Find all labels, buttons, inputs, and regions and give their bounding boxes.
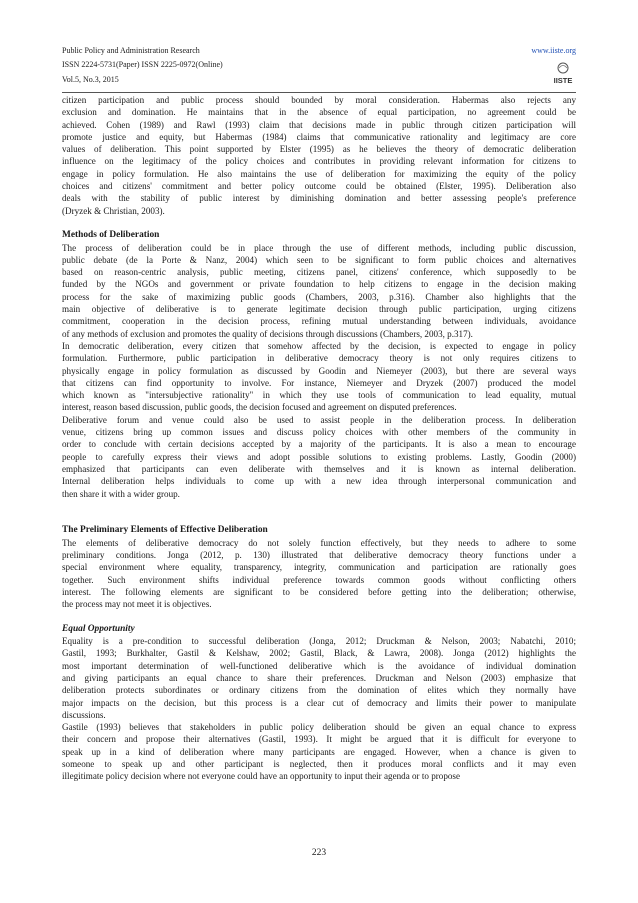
website-link[interactable]: www.iiste.org (531, 46, 576, 55)
text-line: (Dryzek & Christian, 2003). (62, 205, 165, 216)
paragraph-2 (62, 242, 576, 340)
text-line: citizen participation and public process should bounded by moral consideration. Habermas also rejects any (62, 95, 576, 105)
iiste-logo-icon (550, 61, 576, 87)
text-line: and giving participants an equal chance to share their preferences. Druckman and Nelson (2003) emphasize that (62, 672, 576, 683)
text-line: Gastile (1993) believes that stakeholders in public policy deliberation should be given an equal chance to express (62, 722, 576, 733)
paragraph-7 (62, 721, 576, 782)
text-line: illegitimate policy decision where not everyone could have an opportunity to input their agenda or to propose (62, 771, 460, 782)
text-line: exclusion and domination. He maintains that in the absence of equal participation, no agreement could be (62, 107, 576, 118)
text-line: influence on the legitimacy of the policy choices and contributes in providing relevant information for citizens to (62, 156, 576, 167)
text-line: which known as "intersubjective rationality" in which they use tools of communication to lead equality, mutual (62, 390, 576, 401)
paragraph-4 (62, 414, 576, 500)
text-line: emphasized that participants can even deliberate with themselves and it is known as internal deliberation. (62, 463, 576, 474)
text-line: promote justice and equity, but Habermas (1984) claims that communicative rationality and legitimacy are core (62, 131, 576, 142)
text-line: order to conclude with certain decisions accepted by a majority of the participants. It is also a mean to encourage (62, 439, 576, 450)
volume-line: Vol.5, No.3, 2015 (62, 75, 119, 84)
text-line: that citizens can find opportunity to involve. For instance, Niemeyer and Dryzek (2007) produced the model (62, 377, 576, 388)
text-line: The process of deliberation could be in place through the use of different methods, including public discussion, (62, 242, 576, 253)
text-line: discussions. (62, 709, 106, 720)
text-line: choices and citizens' commitment and better policy outcome could be obtained (Elster, 1995). Deliberation also (62, 181, 576, 192)
text-line: process for the sake of maximizing public goods (Chambers, 2003, p.316). Chamber also highlights that the (62, 291, 576, 302)
text-line: commitment, cooperation in the decision process, refining mutual understanding between individuals, avoidance (62, 316, 576, 327)
text-line: based on reason-centric analysis, public meeting, citizens panel, citizens' conference, which supposedly to be (62, 267, 576, 278)
text-line: together. Such environment shifts individual preference towards common goods without conflicting others (62, 574, 576, 585)
text-line: funded by the NGOs and government or private foundation to help citizens to engage in the decision making (62, 279, 576, 290)
issn-line: ISSN 2224-5731(Paper) ISSN 2225-0972(Online) (62, 60, 223, 69)
journal-title: Public Policy and Administration Research (62, 46, 200, 55)
text-line: preliminary conditions. Jonga (2012, p. 130) illustrated that deliberative democracy theory functions under a (62, 549, 576, 560)
paragraph-5 (62, 537, 576, 611)
text-line: Equality is a pre-condition to successful deliberation (Jonga, 2012; Druckman & Nelson, 2003; Nabatchi, 2010; (62, 636, 576, 647)
text-line: achieved. Cohen (1989) and Rawl (1993) claim that decisions made in public through citizen participation will (62, 119, 576, 130)
text-line: values of deliberation. This point supported by Elster (1995) as he believes the theory of democratic deliberation (62, 144, 576, 155)
text-line: Gastil, 1993; Burkhalter, Gastil & Kelshaw, 2002; Gastil, Black, & Lawra, 2008). Jonga (2012) highlights the (62, 648, 576, 659)
text-line: their concern and propose their alternatives (Gastil, 1993). It might be argued that it is difficult for everyone to (62, 734, 576, 745)
article-body (62, 94, 576, 783)
text-line: venue, citizens bring up common issues and discuss policy choices with other members of the community in (62, 427, 576, 438)
text-line: In democratic deliberation, every citizen that somehow affected by the decision, is expected to engage in policy (62, 340, 576, 351)
text-line: then share it with a wider group. (62, 488, 180, 499)
text-line: The elements of deliberative democracy do not solely function effectively, but they needs to adhere to some (62, 537, 576, 548)
heading-methods: Methods of Deliberation (62, 230, 160, 241)
text-line: Deliberative forum and venue could also be used to assist people in the deliberation process. In deliberation (62, 414, 576, 425)
svg-text:IISTE: IISTE (553, 76, 573, 85)
paragraph-1 (62, 94, 576, 217)
page-number: 223 (311, 848, 327, 858)
text-line: the process may not meet it is objectives. (62, 599, 212, 610)
header-rule (62, 92, 576, 93)
text-line: engage in policy formulation. He also maintains the use of deliberation for maximizing the equity of the policy (62, 168, 576, 179)
text-line: speak up in a kind of deliberation where many participants are engaged. However, when a chance is given to (62, 746, 576, 757)
text-line: interest, reason based discussion, public goods, the decision focused and agreement on disputed preferences. (62, 402, 457, 413)
text-line: deals with the stability of public interest by diminishing domination and better assessing people's preference (62, 193, 576, 204)
paragraph-3 (62, 340, 576, 414)
text-line: most important determination of well-functioned deliberative which is the avoidance of individual domination (62, 660, 576, 671)
text-line: formulation. Furthermore, public participation in deliberative democracy theory is not only requires citizens to (62, 353, 576, 364)
text-line: someone to speak up and other participant is neglected, then it produces moral conflicts and it may even (62, 759, 576, 770)
text-line: deliberation protects subordinates or ordinary citizens from the domination of elites which they normally have (62, 685, 576, 696)
text-line: people to carefully express their views and adopt possible solutions to existing problems. Lastly, Goodin (2000) (62, 451, 576, 462)
heading-equal-opportunity: Equal Opportunity (62, 623, 135, 634)
text-line: main objective of deliberative is to generate legitimate decision through public participation, urging citizens (62, 304, 576, 315)
heading-preliminary-elements: The Preliminary Elements of Effective Deliberation (62, 525, 268, 536)
text-line: interest. The following elements are significant to be considered before getting into the deliberation; otherwise, (62, 586, 576, 597)
text-line: physically engage in policy formulation as discussed by Goodin and Niemeyer (2003), but there are several ways (62, 365, 576, 376)
text-line: Internal deliberation helps individuals to come up with a new idea through interpersonal communication and (62, 476, 576, 487)
text-line: public debate (de la Porte & Nanz, 2004) which seen to be significant to form public choices and alternatives (62, 254, 576, 265)
paragraph-6 (62, 635, 576, 721)
text-line: of any methods of exclusion and promotes the quality of decisions through discussions (Chambers, 2003, p.317). (62, 328, 473, 339)
text-line: major impacts on the decision, but this process is a clear cut of democracy and limits their power to manipulate (62, 697, 576, 708)
text-line: special environment where equality, transparency, integrity, communication and participation are rationally goes (62, 562, 576, 573)
